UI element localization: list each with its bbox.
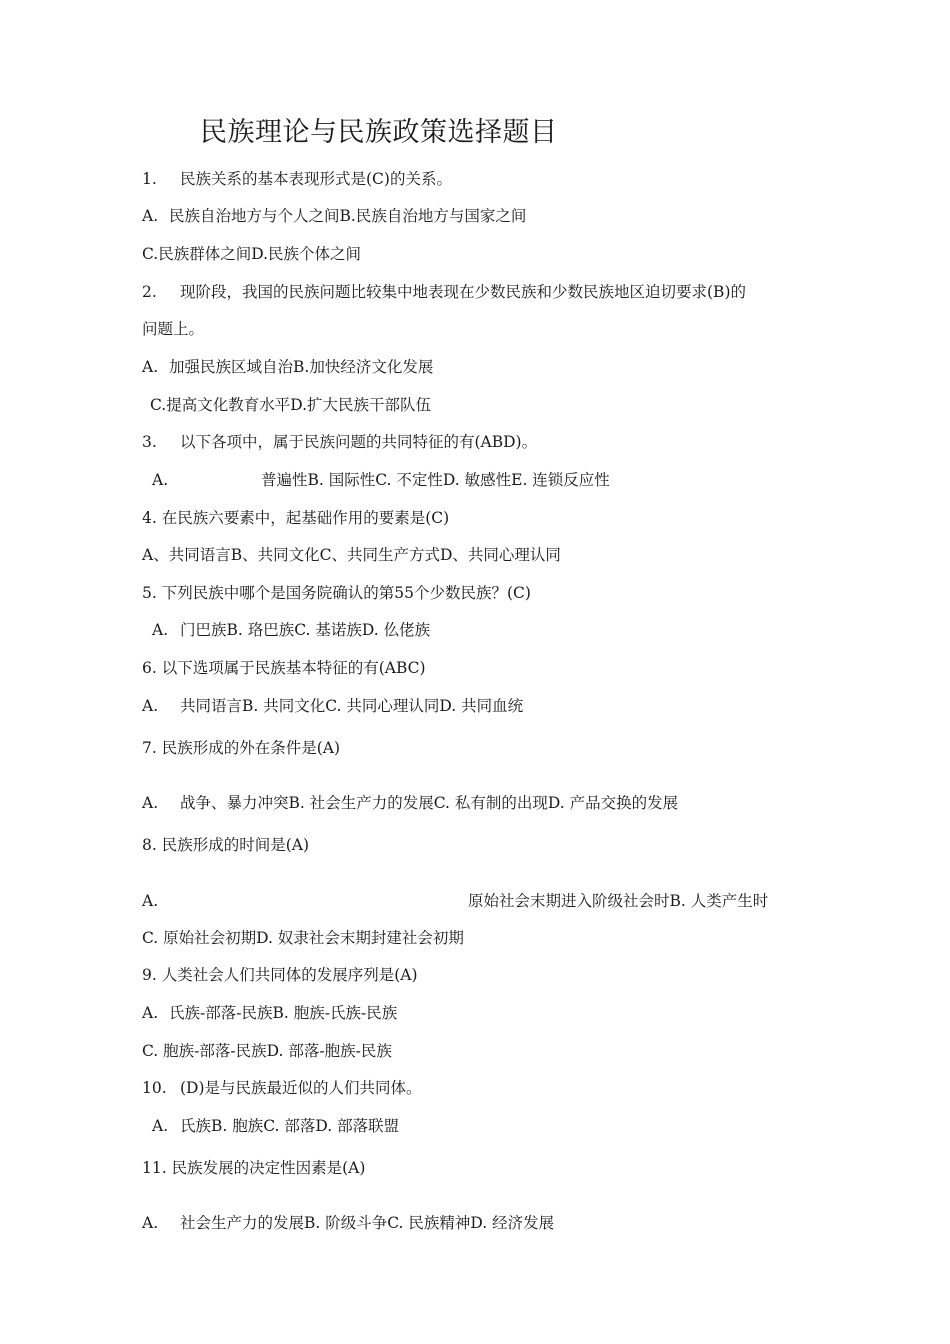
question-8-options-cd xyxy=(142,928,464,948)
option-text: C.民族群体之间D.民族个体之间 xyxy=(142,245,362,263)
option-text: 加强民族区域自治B.加快经济文化发展 xyxy=(169,358,434,376)
question-number: 3. xyxy=(142,433,157,451)
question-text: 6. 以下选项属于民族基本特征的有(ABC) xyxy=(142,659,426,677)
option-text: C. 原始社会初期D. 奴隶社会末期封建社会初期 xyxy=(142,929,464,947)
option-text: 战争、暴力冲突B. 社会生产力的发展C. 私有制的出现D. 产品交换的发展 xyxy=(180,794,679,812)
option-label: A. xyxy=(152,1117,169,1135)
option-label: A. xyxy=(142,1214,159,1232)
page-title: 民族理论与民族政策选择题目 xyxy=(200,117,558,148)
question-11 xyxy=(142,1158,365,1178)
option-label: A. xyxy=(142,794,159,812)
option-text: 原始社会末期进入阶级社会时B. 人类产生时 xyxy=(468,892,769,910)
question-2-continued xyxy=(142,319,204,339)
question-text: 问题上。 xyxy=(142,320,205,338)
option-text: 门巴族B. 珞巴族C. 基诺族D. 仫佬族 xyxy=(180,621,431,639)
option-label: A. xyxy=(142,207,159,225)
question-8-options-ab xyxy=(142,891,768,911)
option-label: A. xyxy=(142,892,159,910)
question-11-options xyxy=(142,1213,554,1233)
question-number: 10. xyxy=(142,1079,167,1097)
option-label: A. xyxy=(152,471,169,489)
question-1 xyxy=(142,169,452,189)
option-text: 氏族-部落-民族B. 胞族-氏族-民族 xyxy=(169,1004,398,1022)
question-text: 以下各项中，属于民族问题的共同特征的有(ABD)。 xyxy=(180,433,538,451)
question-2 xyxy=(142,282,746,302)
question-5 xyxy=(142,583,531,603)
option-label: A. xyxy=(142,1004,159,1022)
option-text: 共同语言B. 共同文化C. 共同心理认同D. 共同血统 xyxy=(180,697,524,715)
question-9-options-ab xyxy=(142,1003,397,1023)
question-text: (D)是与民族最近似的人们共同体。 xyxy=(180,1079,422,1097)
question-number: 1. xyxy=(142,170,157,188)
question-10 xyxy=(142,1078,422,1098)
option-text: 社会生产力的发展B. 阶级斗争C. 民族精神D. 经济发展 xyxy=(180,1214,555,1232)
question-6 xyxy=(142,658,426,678)
question-text: 7. 民族形成的外在条件是(A) xyxy=(142,739,341,757)
option-text: 民族自治地方与个人之间B.民族自治地方与国家之间 xyxy=(169,207,527,225)
question-9 xyxy=(142,965,418,985)
question-6-options xyxy=(142,696,523,716)
option-text: C.提高文化教育水平D.扩大民族干部队伍 xyxy=(150,396,432,414)
question-text: 5. 下列民族中哪个是国务院确认的第55个少数民族？(C) xyxy=(142,584,531,602)
option-label: A. xyxy=(142,697,159,715)
question-7 xyxy=(142,738,340,758)
question-3-options xyxy=(152,470,610,490)
option-label: A. xyxy=(152,621,169,639)
question-text: 11. 民族发展的决定性因素是(A) xyxy=(142,1159,366,1177)
option-label: A. xyxy=(142,358,159,376)
option-text: A、共同语言B、共同文化C、共同生产方式D、共同心理认同 xyxy=(142,546,561,564)
question-text: 9. 人类社会人们共同体的发展序列是(A) xyxy=(142,966,418,984)
option-text: 氏族B. 胞族C. 部落D. 部落联盟 xyxy=(180,1117,400,1135)
question-4 xyxy=(142,508,449,528)
question-1-options-ab xyxy=(142,206,526,226)
question-2-options-ab xyxy=(142,357,433,377)
question-3 xyxy=(142,432,537,452)
question-2-options-cd xyxy=(150,395,431,415)
question-text: 现阶段，我国的民族问题比较集中地表现在少数民族和少数民族地区迫切要求(B)的 xyxy=(180,283,746,301)
question-text: 8. 民族形成的时间是(A) xyxy=(142,836,310,854)
question-10-options xyxy=(152,1116,399,1136)
question-text: 4. 在民族六要素中，起基础作用的要素是(C) xyxy=(142,509,450,527)
option-text: C. 胞族-部落-民族D. 部落-胞族-民族 xyxy=(142,1042,392,1060)
option-text: 普遍性B. 国际性C. 不定性D. 敏感性E. 连锁反应性 xyxy=(261,471,610,489)
question-9-options-cd xyxy=(142,1041,392,1061)
question-8 xyxy=(142,835,309,855)
question-number: 2. xyxy=(142,283,157,301)
question-7-options xyxy=(142,793,678,813)
question-5-options xyxy=(152,620,430,640)
question-4-options xyxy=(142,545,561,565)
question-1-options-cd xyxy=(142,244,361,264)
question-text: 民族关系的基本表现形式是(C)的关系。 xyxy=(180,170,452,188)
